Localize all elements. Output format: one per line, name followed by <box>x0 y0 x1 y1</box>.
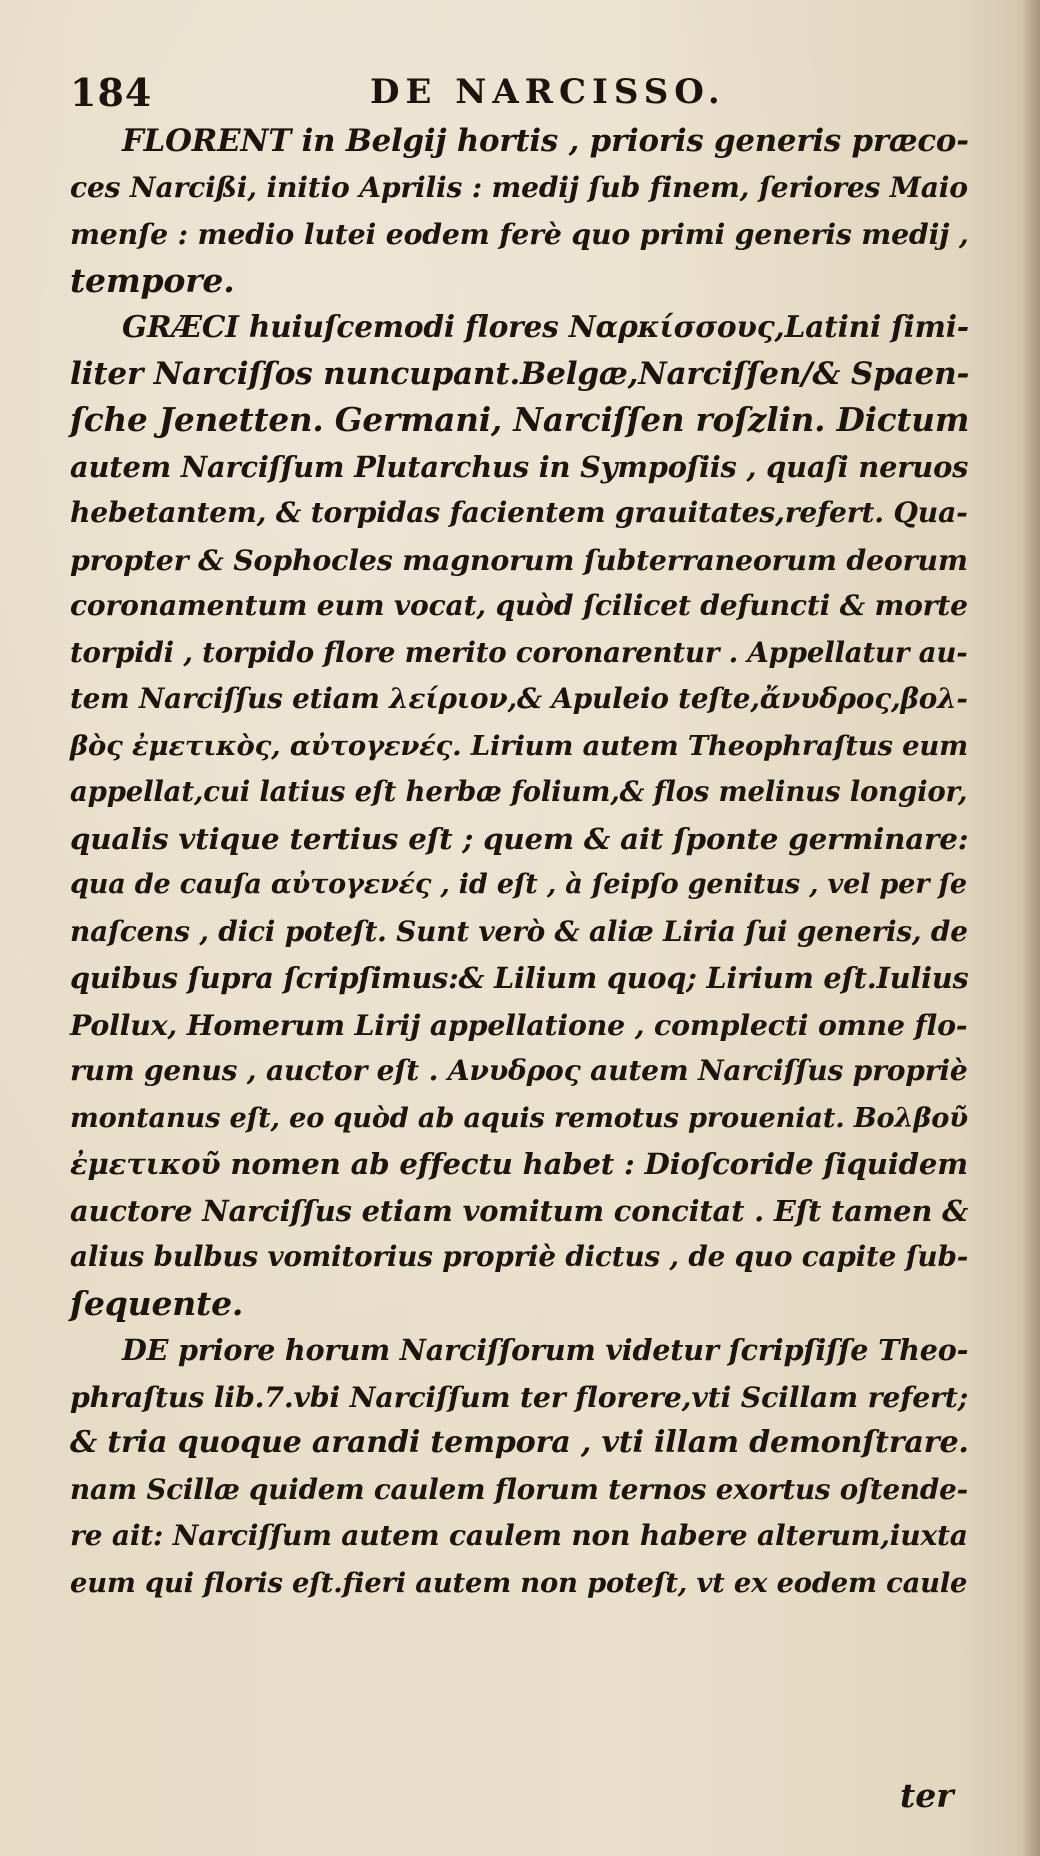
text-line: alius bulbus vomitorius propriè dictus , de quo capite ſub- <box>70 1240 969 1273</box>
text-line: nam Scillæ quidem caulem florum ternos exortus oſtende- <box>70 1472 968 1506</box>
page-header <box>70 70 950 114</box>
text-line: rum genus , auctor eſt . Ανυδρος autem Narciſſus propriè <box>70 1054 968 1087</box>
page-gutter-shadow <box>1022 0 1040 1856</box>
text-line: torpidi , torpido flore merito coronarentur . Appellatur au- <box>70 635 968 669</box>
text-line: propter & Sophocles magnorum ſubterraneorum deorum <box>70 542 968 577</box>
text-line: FLORENT in Belgij hortis , prioris generis præco- <box>122 123 969 159</box>
text-line: βὸς ἐμετικὸς, αὐτογενές. Lirium autem Theophraſtus eum <box>70 729 968 762</box>
text-line: coronamentum eum vocat, quòd ſcilicet defuncti & morte <box>70 589 968 622</box>
text-line: ces Narcißi, initio Aprilis : medij ſub finem, ſeriores Maio <box>70 170 968 204</box>
text-line: Pollux, Homerum Lirij appellatione , complecti omne flo- <box>70 1007 968 1042</box>
text-line: autem Narciſſum Plutarchus in Sympoſiis , quaſi neruos <box>70 449 969 484</box>
text-line: menſe : medio lutei eodem ferè quo primi generis medij , <box>70 217 969 251</box>
text-line: tempore. <box>70 260 235 300</box>
text-line: & tria quoque arandi tempora , vti illam demonſtrare. <box>70 1425 969 1460</box>
text-line: ſequente. <box>70 1283 244 1323</box>
body-text <box>70 118 970 1606</box>
catchword: ter <box>900 1776 954 1815</box>
text-line: eum qui floris eſt.fieri autem non poteſt, vt ex eodem caule <box>70 1566 968 1599</box>
page-number: 184 <box>70 70 153 115</box>
text-line: liter Narciſſos nuncupant.Belgæ,Narciſſen/& Spaen- <box>70 355 970 392</box>
text-line: phraſtus lib.7.vbi Narciſſum ter florere,vti Scillam refert; <box>70 1379 968 1414</box>
text-line: hebetantem, & torpidas facientem grauitates,refert. Qua- <box>70 496 968 529</box>
text-line: montanus eſt, eo quòd ab aquis remotus proueniat. Βολβοῦ <box>70 1101 968 1134</box>
text-line: tem Narciſſus etiam λείριον,& Apuleio teſte,ἄνυδρος,βολ- <box>70 682 968 715</box>
text-line: appellat,cui latius eſt herbæ folium,& flos melinus longior, <box>70 775 968 808</box>
text-line: DE priore horum Narciſſorum videtur ſcripſiſſe Theo- <box>122 1333 969 1367</box>
text-line: quibus ſupra ſcripſimus:& Lilium quoq; Lirium eſt.Iulius <box>70 961 969 995</box>
text-line: re ait: Narciſſum autem caulem non habere alterum,iuxta <box>70 1519 968 1552</box>
running-head: DE NARCISSO. <box>370 72 726 112</box>
text-line: naſcens , dici poteſt. Sunt verò & aliæ Liria ſui generis, de <box>70 914 968 948</box>
text-line: qualis vtique tertius eſt ; quem & ait ſponte germinare: <box>70 820 969 856</box>
text-line: GRÆCI huiuſcemodi flores Ναρκίσσους,Latini ſimi- <box>122 309 969 344</box>
text-line: ἐμετικοῦ nomen ab effectu habet : Dioſcoride ſiquidem <box>70 1147 968 1181</box>
text-line: auctore Narciſſus etiam vomitum concitat . Eſt tamen & <box>70 1193 969 1228</box>
text-line: qua de cauſa αὐτογενές , id eſt , à ſeipſo genitus , vel per ſe <box>70 869 967 900</box>
text-line: ſche Jenetten. Germani, Narciſſen roſzlin. Dictum <box>70 400 970 439</box>
